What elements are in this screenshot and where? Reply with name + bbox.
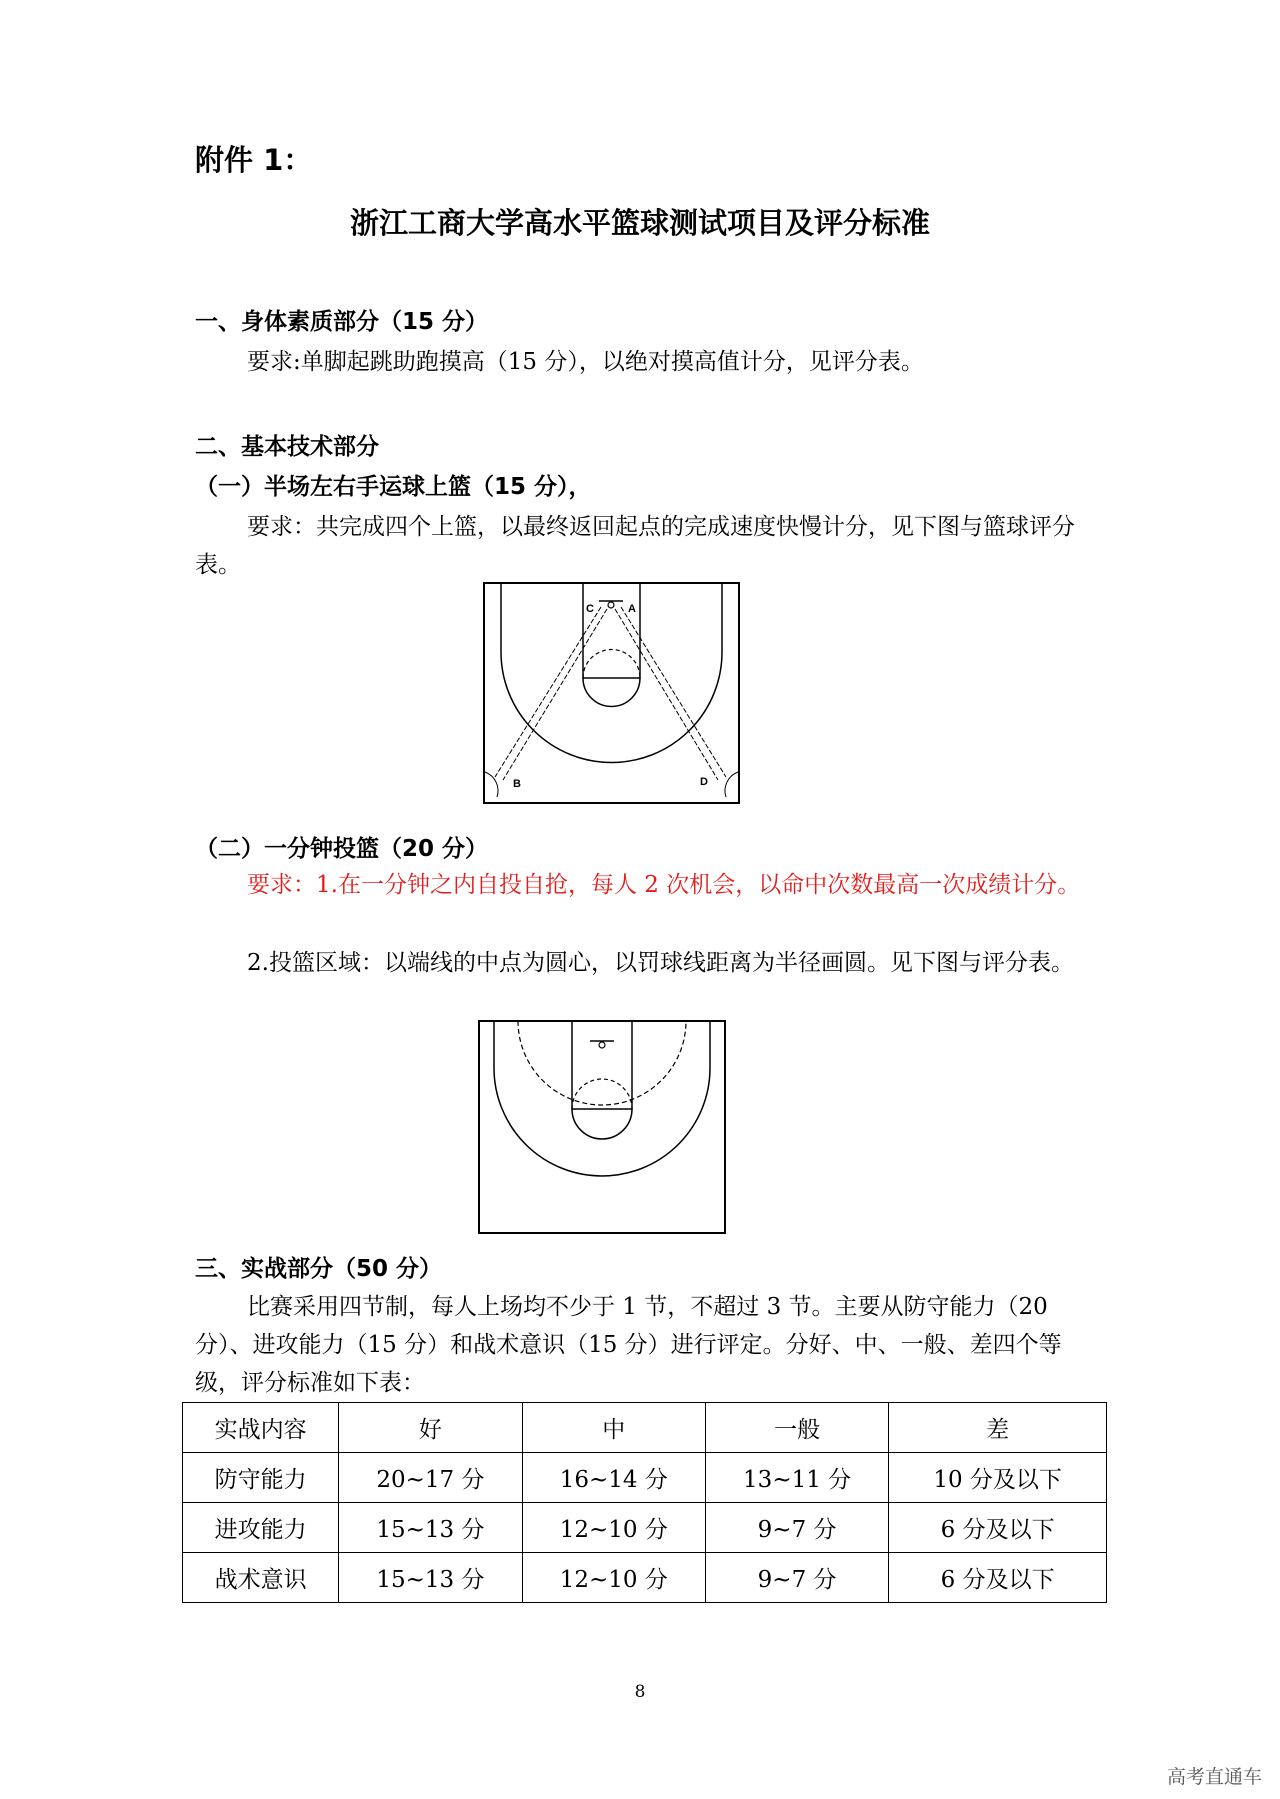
table-header-cell: 一般 [705, 1403, 888, 1453]
label-b: B [513, 778, 521, 790]
table-cell: 12~10 分 [522, 1503, 705, 1553]
label-c: C [586, 603, 594, 615]
section2-sub1-requirement: 要求：共完成四个上篮，以最终返回起点的完成速度快慢计分，见下图与篮球评分表。 [195, 514, 1075, 578]
table-cell: 战术意识 [183, 1553, 339, 1603]
free-throw-circle [572, 1109, 632, 1139]
hoop [599, 1042, 605, 1048]
table-row [183, 1553, 1107, 1603]
hoop [608, 602, 614, 608]
table-cell: 6 分及以下 [889, 1553, 1107, 1603]
dribble-path-cb1 [495, 607, 601, 777]
three-point-line [494, 1021, 710, 1176]
table-row [183, 1503, 1107, 1553]
table-cell: 10 分及以下 [889, 1453, 1107, 1503]
label-a: A [628, 603, 636, 615]
table-cell: 13~11 分 [705, 1453, 888, 1503]
label-d: D [700, 776, 708, 788]
court-border [479, 1021, 725, 1233]
free-throw-circle-dashed [583, 650, 640, 678]
corner-arc-right [725, 772, 738, 797]
table-cell: 进攻能力 [183, 1503, 339, 1553]
dribble-path-ad1 [615, 609, 718, 780]
table-cell: 9~7 分 [705, 1503, 888, 1553]
table-cell: 防守能力 [183, 1453, 339, 1503]
section2-sub2-requirement1: 要求：1.在一分钟之内自投自抢，每人 2 次机会，以命中次数最高一次成绩计分。 [247, 872, 1081, 898]
key-lane [572, 1021, 632, 1109]
table-header-cell: 好 [339, 1403, 522, 1453]
attachment-label: 附件 1： [195, 143, 313, 177]
page-title: 浙江工商大学高水平篮球测试项目及评分标准 [349, 206, 930, 240]
table-cell: 15~13 分 [339, 1503, 522, 1553]
section1-requirement: 要求:单脚起跳助跑摸高（15 分），以绝对摸高值计分，见评分表。 [247, 349, 924, 375]
section2-sub2-heading: （二）一分钟投篮（20 分） [195, 836, 489, 862]
section1-heading: 一、身体素质部分（15 分） [195, 309, 489, 335]
watermark: 高考直通车 [1166, 1766, 1262, 1788]
table-cell: 15~13 分 [339, 1553, 522, 1603]
section3-description: 比赛采用四节制，每人上场均不少于 1 节，不超过 3 节。主要从防守能力（20 分）、进攻能力（15 分）和战术意识（15 分）进行评定。分好、中、一般、差四个等级，评分标准如下表： [195, 1294, 1062, 1396]
court-border [484, 583, 739, 803]
dribble-path-cb2 [503, 609, 607, 780]
table-cell: 12~10 分 [522, 1553, 705, 1603]
shooting-zone-diagram [478, 1020, 726, 1234]
three-point-line [501, 583, 722, 763]
table-cell: 6 分及以下 [889, 1503, 1107, 1553]
section2-heading: 二、基本技术部分 [195, 434, 379, 460]
shooting-zone-circle [518, 1021, 686, 1105]
section2-sub1-heading: （一）半场左右手运球上篮（15 分）， [195, 474, 592, 500]
table-cell: 16~14 分 [522, 1453, 705, 1503]
table-header-row [183, 1403, 1107, 1453]
free-throw-circle [583, 678, 640, 706]
table-header-cell: 实战内容 [183, 1403, 339, 1453]
table-cell: 20~17 分 [339, 1453, 522, 1503]
table-row [183, 1453, 1107, 1503]
key-lane [583, 583, 640, 678]
page-number: 8 [634, 1682, 646, 1702]
section2-sub2-requirement2: 2.投篮区域：以端线的中点为圆心，以罚球线距离为半径画圆。见下图与评分表。 [247, 950, 1074, 976]
layup-court-diagram [483, 582, 740, 804]
table-header-cell: 中 [522, 1403, 705, 1453]
table-header-cell: 差 [889, 1403, 1107, 1453]
section3-heading: 三、实战部分（50 分） [195, 1256, 443, 1282]
table-cell: 9~7 分 [705, 1553, 888, 1603]
scoring-table [182, 1402, 1107, 1603]
